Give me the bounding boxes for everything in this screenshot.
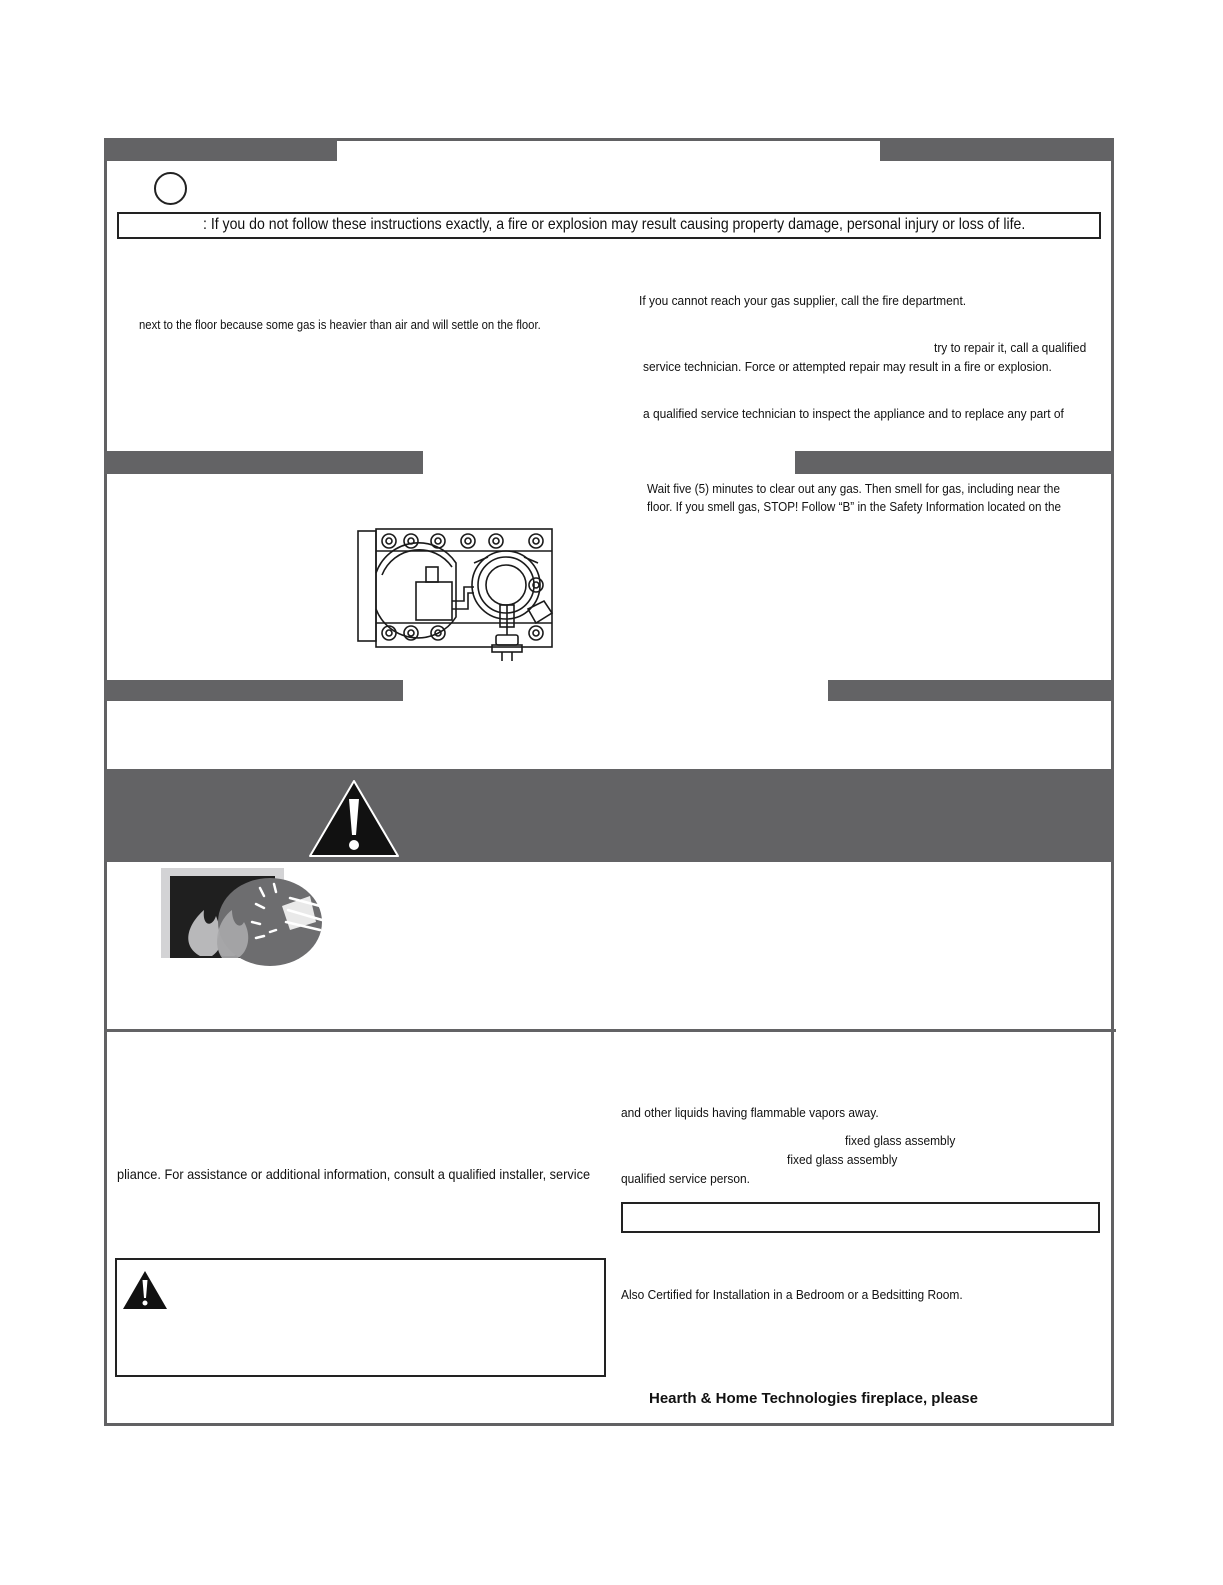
hot-glass-warning-band — [104, 769, 1114, 862]
step-circle-icon — [154, 172, 187, 205]
warning-box — [115, 1258, 606, 1377]
safety-left-line: next to the floor because some gas is heavier than air and will settle on the floor. — [139, 317, 541, 332]
header-band-right — [880, 138, 1114, 161]
lower-right-line-3: fixed glass assembly — [787, 1152, 898, 1167]
hot-glass-burn-icon — [160, 866, 326, 968]
warning-triangle-icon — [308, 779, 400, 859]
section-band-left — [104, 451, 423, 474]
lower-right-line-1: and other liquids having flammable vapors away. — [621, 1105, 879, 1120]
header-band-left — [104, 138, 337, 161]
operating-line-1: Wait five (5) minutes to clear out any gas. Then smell for gas, including near the — [647, 481, 1060, 496]
lower-left-line: pliance. For assistance or additional information, consult a qualified installer, service — [117, 1166, 591, 1182]
safety-right-line-1: If you cannot reach your gas supplier, call the fire department. — [639, 293, 967, 308]
section-band-right — [795, 451, 1114, 474]
lower-right-line-4: qualified service person. — [621, 1171, 750, 1186]
warning-banner-text: : If you do not follow these instructions exactly, a fire or explosion may result causing property damage, personal injury or loss of life. — [203, 216, 1026, 233]
gas-valve-illustration — [356, 527, 562, 667]
safety-right-line-2: try to repair it, call a qualified — [934, 340, 1087, 355]
notice-box — [621, 1202, 1100, 1233]
operating-line-2: floor. If you smell gas, STOP! Follow “B” in the Safety Information located on the — [647, 499, 1062, 514]
section-band-3-right — [828, 680, 1114, 701]
section-band-3-left — [104, 680, 403, 701]
certification-line: Also Certified for Installation in a Bedroom or a Bedsitting Room. — [621, 1287, 963, 1302]
lower-right-line-2: fixed glass assembly — [845, 1133, 956, 1148]
safety-right-line-4: a qualified service technician to inspect the appliance and to replace any part of — [643, 406, 1064, 421]
section-divider — [104, 1029, 1116, 1032]
contact-line: Hearth & Home Technologies fireplace, please — [649, 1390, 978, 1407]
safety-right-line-3: service technician. Force or attempted repair may result in a fire or explosion. — [643, 359, 1052, 374]
warning-triangle-icon — [122, 1270, 168, 1310]
